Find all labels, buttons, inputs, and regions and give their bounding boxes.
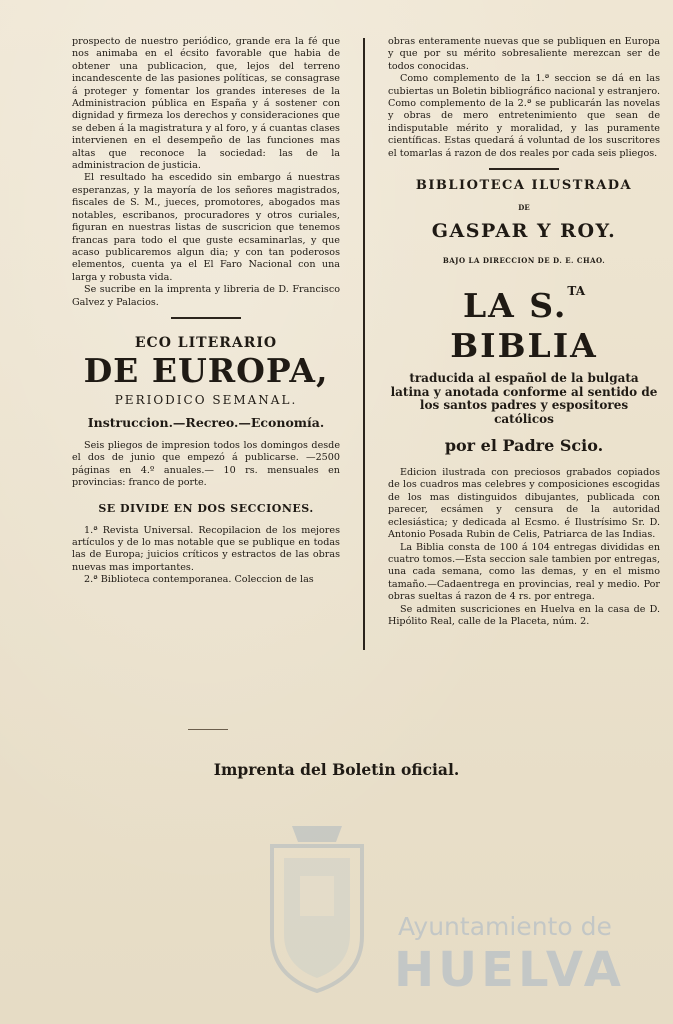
biblioteca-ilustrada-heading: BIBLIOTECA ILUSTRADA bbox=[415, 178, 633, 194]
traducida-subtitle: traducida al español de la bulgata latina y anotada conforme al sentido de los santos padres y espositores católicos bbox=[390, 371, 658, 426]
padre-scio-heading: por el Padre Scio. bbox=[444, 436, 604, 456]
periodico-semanal-heading: PERIODICO SEMANAL. bbox=[114, 392, 298, 407]
edicion-paragraph: Edicion ilustrada con preciosos grabados copiados de los cuadros mas celebres y composiciones escogidas de los mas distinguidos dibujantes, publicada con parecer, ecsámen y censura de la autoridad eclesiástica; y dedicada al Ecsmo. é Ilustrísimo Sr. D. Antonio Posada Rubin de Celis, Patriarca de las Indias. bbox=[388, 467, 660, 541]
consta-paragraph: La Biblia consta de 100 á 104 entregas divididas en cuatro tomos.—Esta seccion sale tambien por entregas, una cada semana, como las demas, y en el mismo tamaño.—Cadaentrega en provincias, real y medio. Por obras sueltas á razon de 4 rs. por entrega. bbox=[388, 541, 660, 603]
watermark-ayuntamiento: Ayuntamiento de bbox=[398, 912, 612, 941]
admiten-paragraph: Se admiten suscriciones en Huelva en la casa de D. Hipólito Real, calle de la Placeta, núm. 2. bbox=[388, 603, 660, 627]
section-1-paragraph: 1.ª Revista Universal. Recopilacion de los mejores artículos y de lo mas notable que se publique en todas las de Europa; juicios críticos y estractos de las obras nuevas mas importantes. bbox=[72, 524, 340, 573]
small-divider bbox=[188, 729, 228, 730]
secciones-heading: SE DIVIDE EN DOS SECCIONES. bbox=[98, 501, 314, 515]
gaspar-y-roy-heading: GASPAR Y ROY. bbox=[431, 220, 617, 243]
right-column bbox=[388, 36, 660, 628]
continuation-paragraph: obras enteramente nuevas que se publiquen en Europa y que por su mérito sobresaliente merezcan ser de todos conocidas. bbox=[388, 36, 660, 72]
pliegos-paragraph: Seis pliegos de impresion todos los domingos desde el dos de junio que empezó á publicarse. —2500 páginas en 4.º anuales.— 10 rs. mensuales en provincias: franco de porte. bbox=[72, 439, 340, 489]
instruccion-heading: Instruccion.—Recreo.—Economía. bbox=[87, 414, 325, 430]
huelva-coat-of-arms-icon bbox=[262, 826, 372, 996]
eco-literario-heading: ECO LITERARIO bbox=[134, 334, 278, 351]
intro-paragraph-3: Se sucribe en la imprenta y libreria de D. Francisco Galvez y Palacios. bbox=[72, 284, 340, 308]
biblia-title-part-b: BIBLIA bbox=[450, 326, 598, 366]
left-column bbox=[72, 36, 340, 587]
biblia-title-superscript: TA bbox=[567, 284, 586, 299]
section-2-paragraph: 2.ª Biblioteca contemporanea. Coleccion de las bbox=[84, 574, 314, 586]
de-europa-heading: DE EUROPA, bbox=[83, 350, 329, 390]
complemento-paragraph: Como complemento de la 1.ª seccion se dá en las cubiertas un Boletin bibliográfico nacional y estranjero. Como complemento de la 2.ª se publicarán las novelas y obras de mero entretenimiento que sean de indisputable mérito y moralidad, y las puramente científicas. Estas quedará á voluntad de los suscritores el tomarlas á razon de dos reales por cada seis pliegos. bbox=[388, 73, 660, 159]
biblia-title-part-a: LA S. bbox=[462, 286, 568, 326]
santa-biblia-heading bbox=[388, 271, 660, 366]
intro-paragraph-2: El resultado ha escedido sin embargo á nuestras esperanzas, y la mayoría de los señores magistrados, fiscales de S. M., jueces, promotores, abogados mas notables, escribanos, procuradores y otros curiales, figuran en nuestras listas de suscricion que tenemos francas para todo el que guste ecsaminarlas, y que acaso publicaremos algun dia; y con tan poderosos elementos, cuenta ya el El Faro Nacional con una larga y robusta vida. bbox=[72, 172, 340, 283]
imprenta-footer: Imprenta del Boletin oficial. bbox=[213, 760, 460, 779]
divider bbox=[489, 168, 559, 170]
intro-paragraph-1: prospecto de nuestro periódico, grande era la fé que nos animaba en el écsito favorable que habia de obtener una publicacion, que, lejos del terreno incandescente de las pasiones políticas, se consagrase á proteger y fomentar los grandes intereses de la Administracion pública en España y á sostener con dignidad y firmeza los derechos y consideraciones que se deben á la magistratura y al foro, y á cuantas clases intervienen en el desempeño de las funciones mas altas que reconoce la sociedad: las de la administracion de justicia. bbox=[72, 36, 340, 172]
de-heading: DE bbox=[518, 203, 530, 213]
direccion-heading: BAJO LA DIRECCION DE D. E. CHAO. bbox=[442, 256, 606, 266]
watermark-huelva: HUELVA bbox=[394, 942, 625, 998]
column-rule bbox=[363, 38, 365, 650]
divider bbox=[171, 317, 241, 319]
